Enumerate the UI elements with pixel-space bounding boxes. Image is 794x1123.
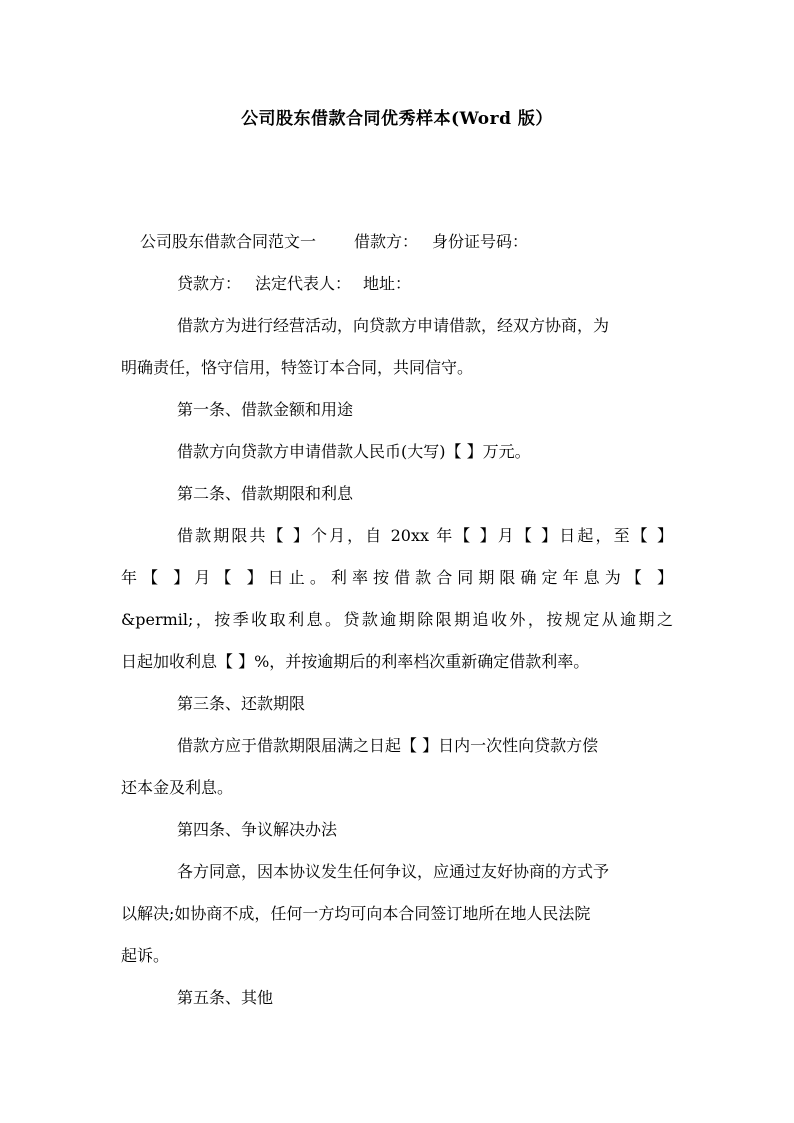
lender-label: 贷款方： (177, 274, 242, 293)
intro-line-1: 借款方为进行经营活动，向贷款方申请借款，经双方协商，为 (177, 316, 610, 335)
id-number-label: 身份证号码： (432, 232, 529, 251)
article-2-line-3: &permil;，按季收取利息。贷款逾期除限期追收外，按规定从逾期之 (121, 610, 673, 629)
borrower-label: 借款方： (354, 232, 419, 251)
article-2-line-4: 日起加收利息【 】%，并按逾期后的利率档次重新确定借款利率。 (121, 652, 590, 671)
legal-rep-label: 法定代表人： (255, 274, 352, 293)
article-5-heading: 第五条、其他 (177, 988, 274, 1007)
address-label: 地址： (363, 274, 412, 293)
article-4-line-2: 以解决;如协商不成，任何一方均可向本合同签订地所在地人民法院 (121, 904, 591, 923)
article-3-line-1: 借款方应于借款期限届满之日起【 】日内一次性向贷款方偿 (177, 736, 599, 755)
article-3-heading: 第三条、还款期限 (177, 694, 306, 713)
intro-line-2: 明确责任，恪守信用，特签订本合同，共同信守。 (121, 358, 474, 377)
article-2-heading: 第二条、借款期限和利息 (177, 484, 354, 503)
article-1-heading: 第一条、借款金额和用途 (177, 400, 354, 419)
article-4-line-3: 起诉。 (121, 946, 170, 965)
article-2-line-1: 借款期限共【 】个月，自 20xx 年【 】月【 】日起，至【 】 (177, 526, 673, 545)
article-3-line-2: 还本金及利息。 (121, 778, 234, 797)
article-1-line-1: 借款方向贷款方申请借款人民币(大写)【 】万元。 (177, 442, 531, 461)
article-4-line-1: 各方同意，因本协议发生任何争议，应通过友好协商的方式予 (177, 862, 610, 881)
contract-subtitle: 公司股东借款合同范文一 (140, 232, 317, 251)
header-line (140, 232, 528, 252)
document-title: 公司股东借款合同优秀样本(Word 版） (241, 109, 553, 129)
lender-line (177, 274, 411, 294)
article-2-line-2: 年【 】月【 】日止。利率按借款合同期限确定年息为【 】 (121, 568, 673, 587)
article-4-heading: 第四条、争议解决办法 (177, 820, 338, 839)
